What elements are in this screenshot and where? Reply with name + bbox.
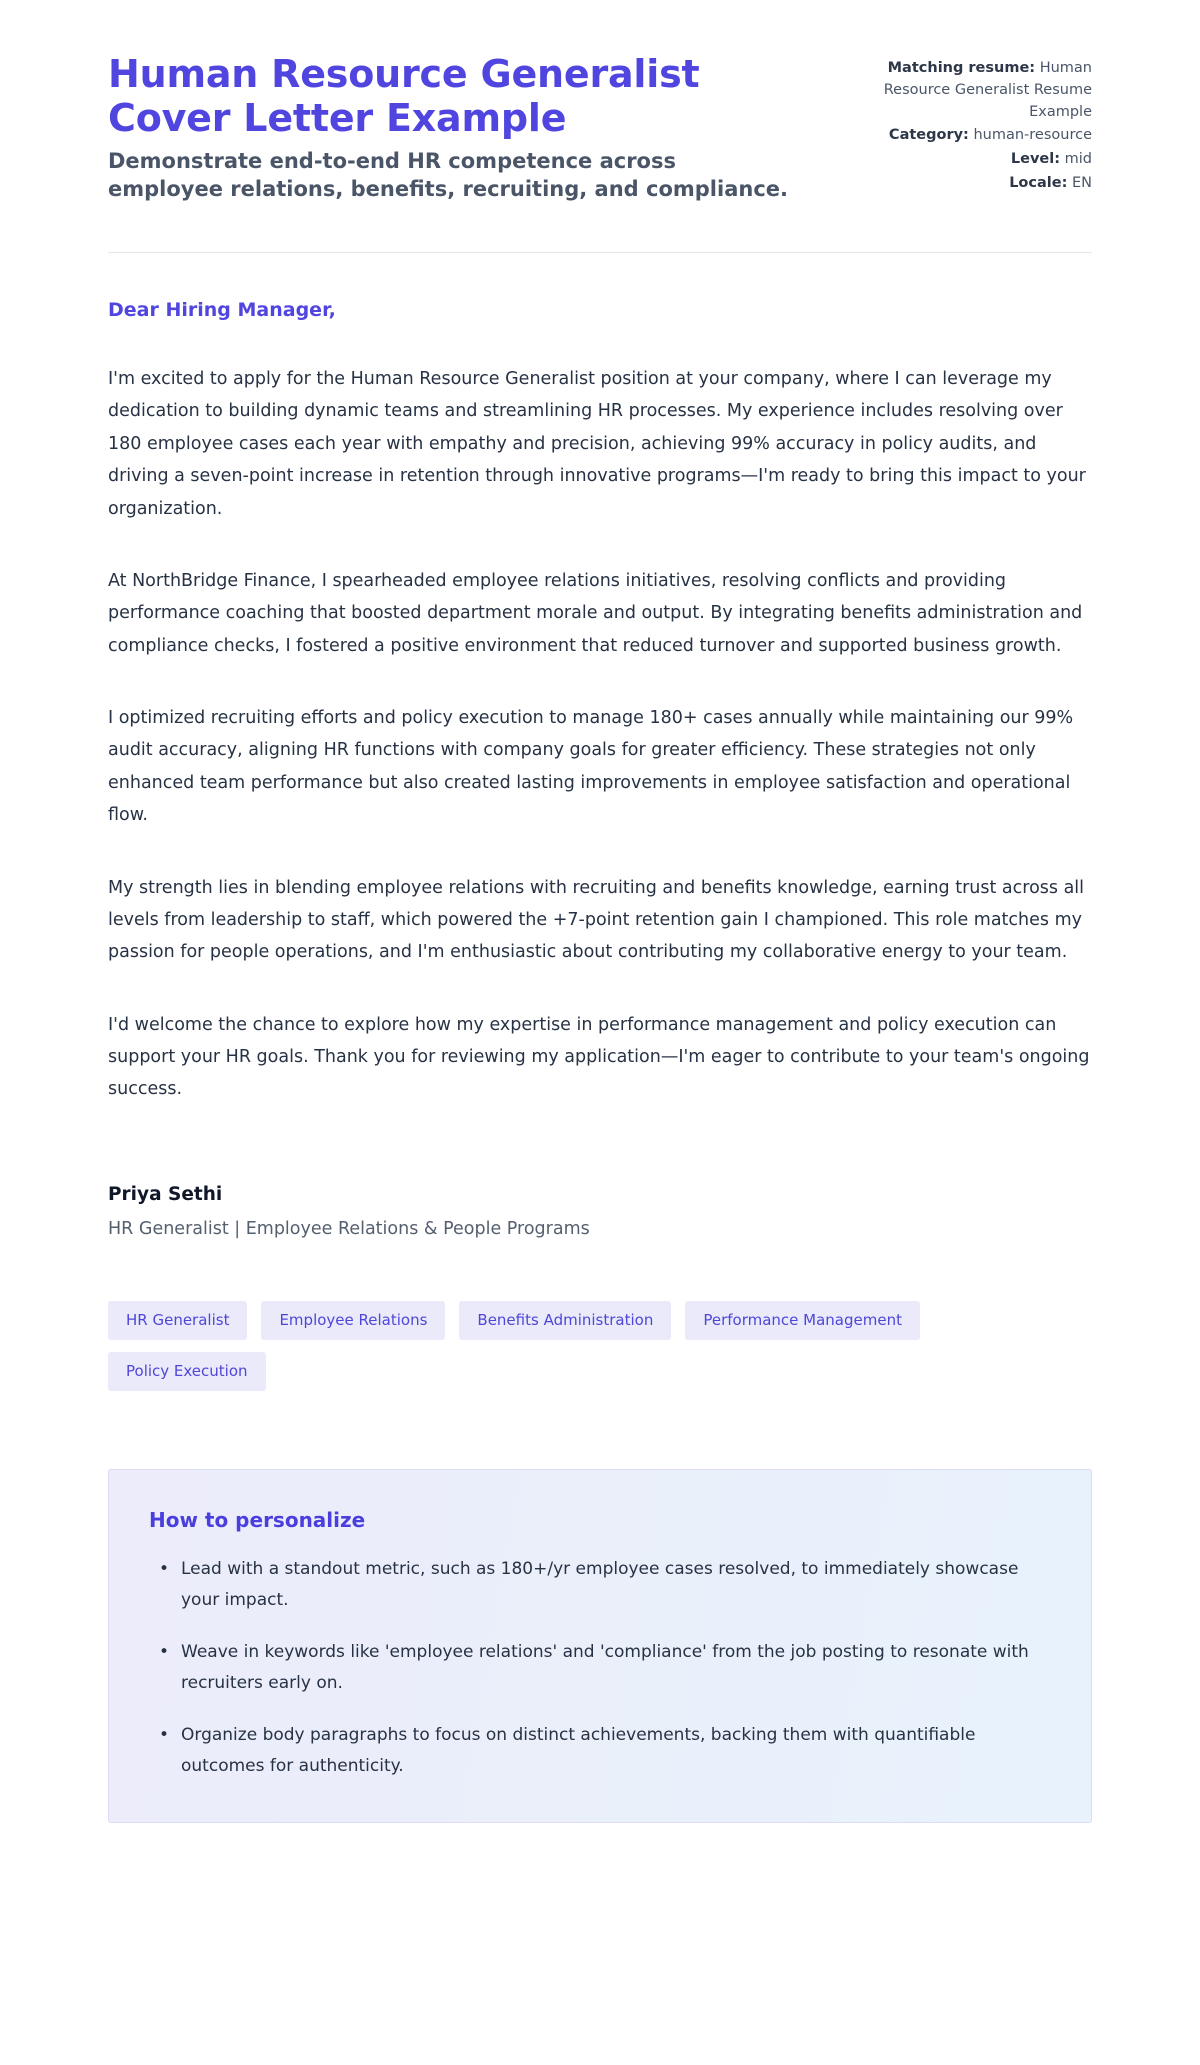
- letter-paragraph-3: I optimized recruiting efforts and policy execution to manage 180+ cases annually while maintaining our 99% audit accuracy, aligning HR functions with company goals for greater efficiency. These strategies not only enhanced team performance but also created lasting improvements in employee satisfaction and operational flow.: [108, 708, 1074, 826]
- page-subtitle: Demonstrate end-to-end HR competence across employee relations, benefits, recruiting, and compliance.: [108, 149, 788, 202]
- meta-label-matching-resume: Matching resume:: [887, 60, 1036, 76]
- tag-chip[interactable]: HR Generalist: [108, 1301, 247, 1340]
- meta-value-matching-resume: Human Resource Generalist Resume Example: [883, 60, 1092, 120]
- meta-row-locale: [842, 173, 1092, 195]
- page-header: [108, 52, 1092, 204]
- tag-chip[interactable]: Performance Management: [685, 1301, 920, 1340]
- meta-value-locale: EN: [1071, 174, 1092, 191]
- document-metadata: [842, 52, 1092, 197]
- list-item: • Weave in keywords like 'employee relations' and 'compliance' from the job posting to resonate with recruiters early on.: [177, 1637, 1051, 1700]
- tag-chip[interactable]: Policy Execution: [108, 1352, 266, 1391]
- header-title-block: [108, 52, 802, 204]
- list-item: • Organize body paragraphs to focus on distinct achievements, backing them with quantifiable outcomes for authenticity.: [177, 1720, 1051, 1783]
- signature-block: [108, 1184, 1092, 1239]
- list-item: • Lead with a standout metric, such as 180+/yr employee cases resolved, to immediately showcase your impact.: [177, 1554, 1051, 1617]
- callout-tip-list: [149, 1554, 1051, 1783]
- meta-label-category: Category:: [888, 127, 969, 144]
- tag-list: [108, 1301, 1008, 1391]
- salutation: Dear Hiring Manager,: [108, 299, 336, 321]
- callout-title: How to personalize: [149, 1507, 366, 1532]
- meta-label-locale: Locale:: [1009, 174, 1068, 191]
- letter-paragraph-4: My strength lies in blending employee relations with recruiting and benefits knowledge, earning trust across all levels from leadership to staff, which powered the +7-point retention gain I championed. This role matches my passion for people operations, and I'm enthusiastic about contributing my collaborative energy to your team.: [108, 877, 1085, 963]
- meta-row-category: [842, 125, 1092, 147]
- letter-paragraph-1: I'm excited to apply for the Human Resource Generalist position at your company, where I can leverage my dedication to building dynamic teams and streamlining HR processes. My experience includes resolving over 180 employee cases each year with empathy and precision, achieving 99% accuracy in policy audits, and driving a seven-point increase in retention through innovative programs—I'm ready to bring this impact to your organization.: [108, 369, 1086, 519]
- letter-paragraph-5: I'd welcome the chance to explore how my expertise in performance management and policy execution can support your HR goals. Thank you for reviewing my application—I'm eager to contribute to your team's ongoing success.: [108, 1014, 1090, 1100]
- tag-chip[interactable]: Employee Relations: [261, 1301, 445, 1340]
- meta-value-category: human-resource: [973, 127, 1092, 144]
- meta-row-matching-resume: [842, 58, 1092, 123]
- tag-chip[interactable]: Benefits Administration: [459, 1301, 671, 1340]
- letter-paragraph-2: At NorthBridge Finance, I spearheaded employee relations initiatives, resolving conflicts and providing performance coaching that boosted department morale and output. By integrating benefits administration and compliance checks, I fostered a positive environment that reduced turnover and supported business growth.: [108, 570, 1083, 656]
- signature-role: HR Generalist | Employee Relations & People Programs: [108, 1218, 590, 1239]
- cover-letter-body: [108, 253, 1092, 1106]
- page-title: Human Resource Generalist Cover Letter Example: [108, 52, 700, 141]
- meta-label-level: Level:: [1010, 151, 1061, 167]
- how-to-personalize-callout: [108, 1469, 1092, 1824]
- meta-value-level: mid: [1064, 151, 1092, 167]
- signature-name: Priya Sethi: [108, 1183, 223, 1205]
- meta-row-level: [842, 149, 1092, 171]
